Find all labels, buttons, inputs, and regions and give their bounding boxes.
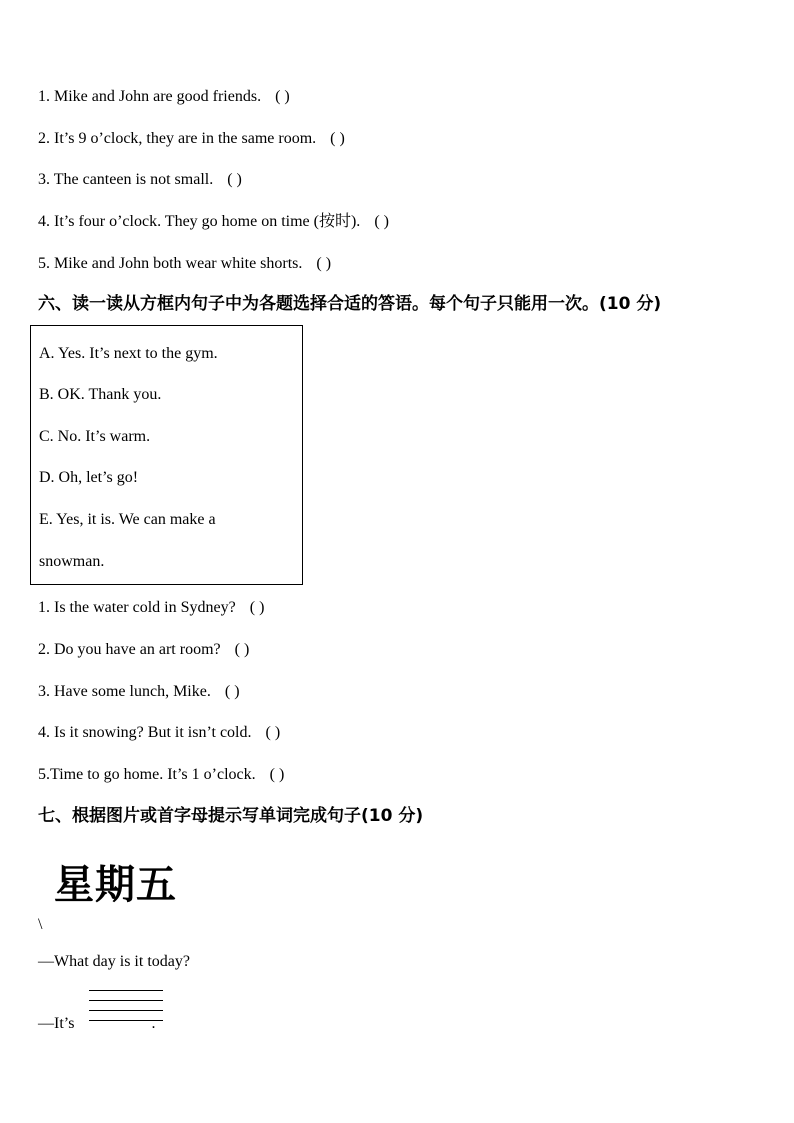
blank-line [89, 1010, 163, 1011]
s6-question-5: 5.Time to go home. It’s 1 o’clock. ( ) [38, 766, 285, 783]
answer-paren[interactable]: ( ) [224, 683, 240, 700]
weekday-picture: 星期五 [54, 862, 177, 908]
answer-paren[interactable]: ( ) [269, 766, 285, 783]
backslash-mark: \ [38, 916, 43, 933]
s5-item-3: 3. The canteen is not small. ( ) [38, 171, 242, 188]
section6-heading: 六、读一读从方框内句子中为各题选择合适的答语。每个句子只能用一次。(10 分) [38, 294, 662, 314]
question-line: —What day is it today? [38, 953, 190, 970]
answer-paren[interactable]: ( ) [316, 255, 332, 272]
s5-item-1: 1. Mike and John are good friends. ( ) [38, 88, 290, 105]
answer-paren[interactable]: ( ) [249, 599, 265, 616]
option-d: D. Oh, let’s go! [39, 469, 139, 486]
s5-item-4: 4. It’s four o’clock. They go home on time (按时). ( ) [38, 213, 389, 230]
option-a: A. Yes. It’s next to the gym. [39, 345, 218, 362]
answer-line: —It’s . [38, 1015, 156, 1032]
options-box [30, 325, 303, 585]
s6-question-4: 4. Is it snowing? But it isn’t cold. ( ) [38, 724, 281, 741]
answer-paren[interactable]: ( ) [374, 213, 389, 230]
blank-line [89, 990, 163, 991]
option-e-cont: snowman. [39, 553, 105, 570]
option-b: B. OK. Thank you. [39, 386, 162, 403]
option-c: C. No. It’s warm. [39, 428, 151, 445]
answer-paren[interactable]: ( ) [234, 641, 250, 658]
answer-paren[interactable]: ( ) [275, 88, 290, 105]
answer-paren[interactable]: ( ) [330, 130, 345, 147]
s6-question-2: 2. Do you have an art room? ( ) [38, 641, 250, 658]
s6-question-3: 3. Have some lunch, Mike. ( ) [38, 683, 240, 700]
section7-heading: 七、根据图片或首字母提示写单词完成句子(10 分) [38, 806, 424, 826]
option-e: E. Yes, it is. We can make a [39, 511, 216, 528]
blank-line [89, 1000, 163, 1001]
s6-question-1: 1. Is the water cold in Sydney? ( ) [38, 599, 265, 616]
answer-paren[interactable]: ( ) [227, 171, 242, 188]
s5-item-2: 2. It’s 9 o’clock, they are in the same room. ( ) [38, 130, 345, 147]
answer-paren[interactable]: ( ) [265, 724, 281, 741]
s5-item-5: 5. Mike and John both wear white shorts. ( ) [38, 255, 332, 272]
